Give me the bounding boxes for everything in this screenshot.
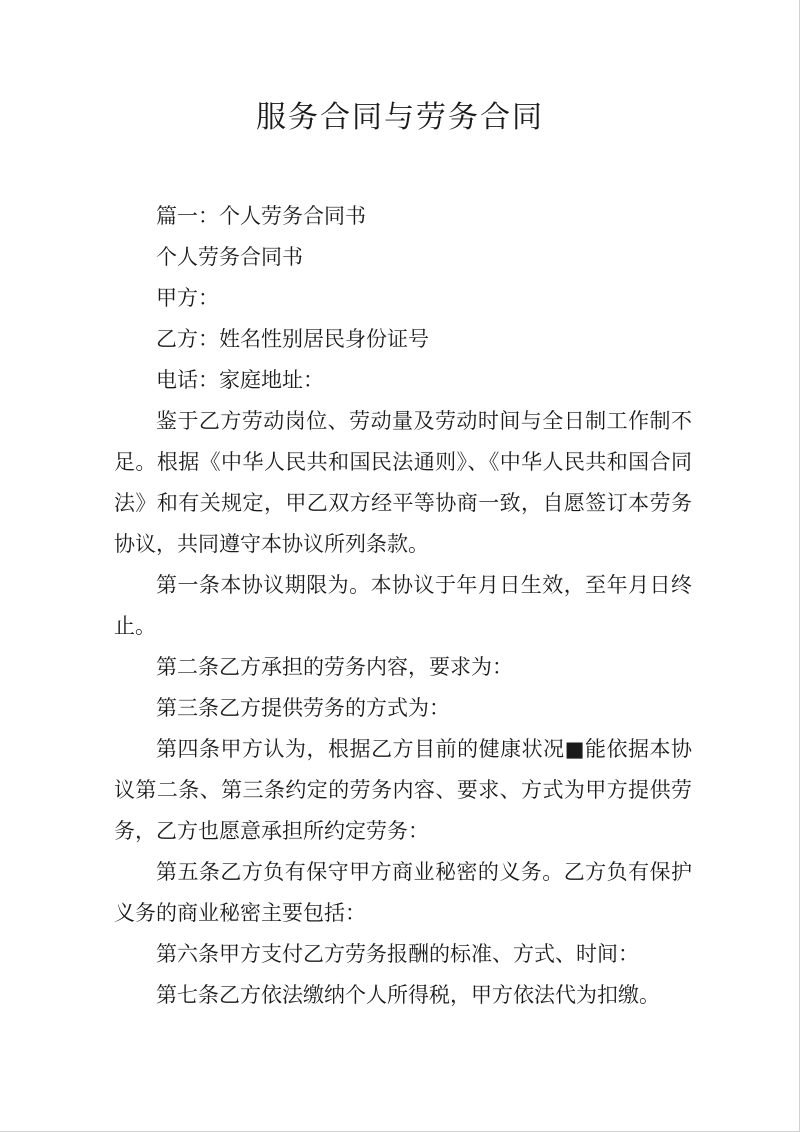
article-6: 第六条甲方支付乙方劳务报酬的标准、方式、时间： <box>156 942 639 966</box>
article-3: 第三条乙方提供劳务的方式为： <box>156 696 450 720</box>
party-b-line: 乙方：姓名性别居民身份证号 <box>156 327 429 351</box>
document-title: 服务合同与劳务合同 <box>256 100 544 135</box>
article-2: 第二条乙方承担的劳务内容，要求为： <box>156 655 513 679</box>
article-7: 第七条乙方依法缴纳个人所得税，甲方依法代为扣缴。 <box>156 983 660 1007</box>
party-a-line: 甲方： <box>156 286 219 310</box>
section-heading: 篇一：个人劳务合同书 <box>156 204 366 228</box>
contact-line: 电话：家庭地址： <box>156 368 324 392</box>
article-1: 第一条本协议期限为。本协议于年月日生效，至年月日终止。 <box>114 573 692 638</box>
document-body <box>114 196 692 1016</box>
preamble-paragraph: 鉴于乙方劳动岗位、劳动量及劳动时间与全日制工作制不足。根据《中华人民共和国民法通则》、《中华人民共和国合同法》和有关规定，甲乙双方经平等协商一致，自愿签订本劳务协议，共同遵守本协议所列条款。 <box>114 409 692 556</box>
article-5: 第五条乙方负有保守甲方商业秘密的义务。乙方负有保护义务的商业秘密主要包括： <box>114 860 692 925</box>
article-4: 第四条甲方认为，根据乙方目前的健康状况■能依据本协议第二条、第三条约定的劳务内容、要求、方式为甲方提供劳务，乙方也愿意承担所约定劳务： <box>114 737 692 843</box>
contract-subtitle: 个人劳务合同书 <box>156 245 303 269</box>
